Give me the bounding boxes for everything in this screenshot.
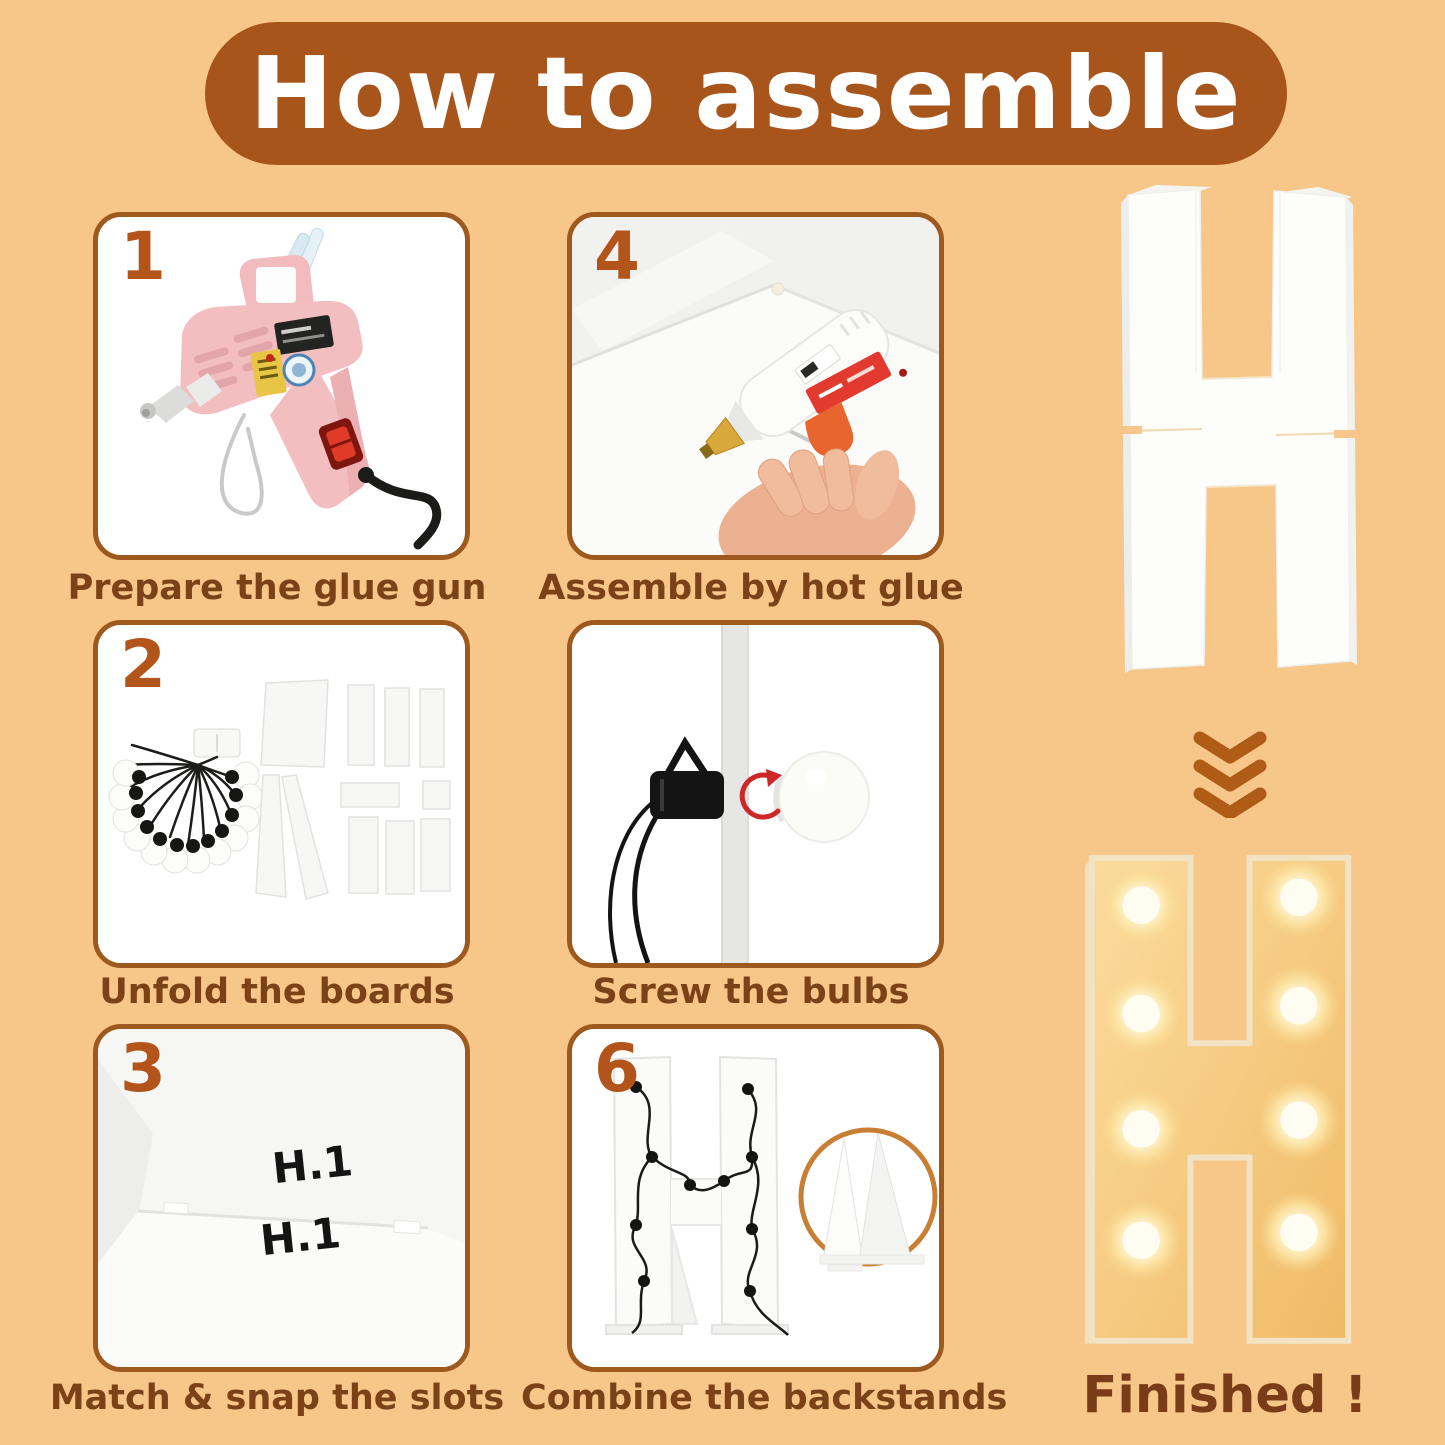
lit-letter-h-illustration <box>1082 848 1358 1351</box>
title-banner <box>205 22 1287 165</box>
step-box-1 <box>93 212 470 560</box>
step-3-number: 3 <box>120 1030 166 1107</box>
slot-label-bottom: H.1 <box>257 1208 343 1266</box>
chevron-down-icon <box>1200 794 1260 813</box>
step-5-caption: Screw the bulbs <box>592 972 910 1012</box>
step-box-4 <box>567 212 944 560</box>
step-box-5 <box>567 620 944 968</box>
h-panels <box>1128 189 1350 669</box>
indicator-dot <box>266 354 274 362</box>
unassembled-letter-h <box>1112 183 1362 673</box>
step-6-caption: Combine the backstands <box>521 1378 1008 1418</box>
panel-gap <box>1120 426 1142 434</box>
slot-label-top: H.1 <box>269 1136 355 1194</box>
chevron-down-icon <box>1200 766 1260 785</box>
step-box-3 <box>93 1024 470 1372</box>
finished-letter-h <box>1082 848 1358 1356</box>
glue-dab <box>772 283 784 295</box>
panel-gap <box>1334 430 1358 438</box>
assemble-direction-arrows <box>1192 730 1268 818</box>
white-letter-h-illustration <box>1112 183 1362 673</box>
chevron-down-icon <box>1200 738 1260 757</box>
power-cord <box>358 467 437 545</box>
step-2-caption: Unfold the boards <box>99 972 455 1012</box>
step-1-caption: Prepare the glue gun <box>67 568 487 608</box>
step-4-caption: Assemble by hot glue <box>538 568 964 608</box>
page-title: How to assemble <box>249 35 1243 152</box>
step-box-2 <box>93 620 470 968</box>
wire-stand <box>222 415 262 514</box>
step-box-6 <box>567 1024 944 1372</box>
step-2-number: 2 <box>120 626 166 703</box>
step-3-caption: Match & snap the slots <box>49 1378 505 1418</box>
screw-bulb-illustration <box>572 625 939 963</box>
step-4-number: 4 <box>594 218 640 295</box>
finished-label: Finished ! <box>1082 1366 1368 1425</box>
glue-gun-body <box>140 255 369 508</box>
step-5-photo <box>572 625 939 963</box>
step-6-number: 6 <box>594 1030 640 1107</box>
step-1-number: 1 <box>120 218 166 295</box>
